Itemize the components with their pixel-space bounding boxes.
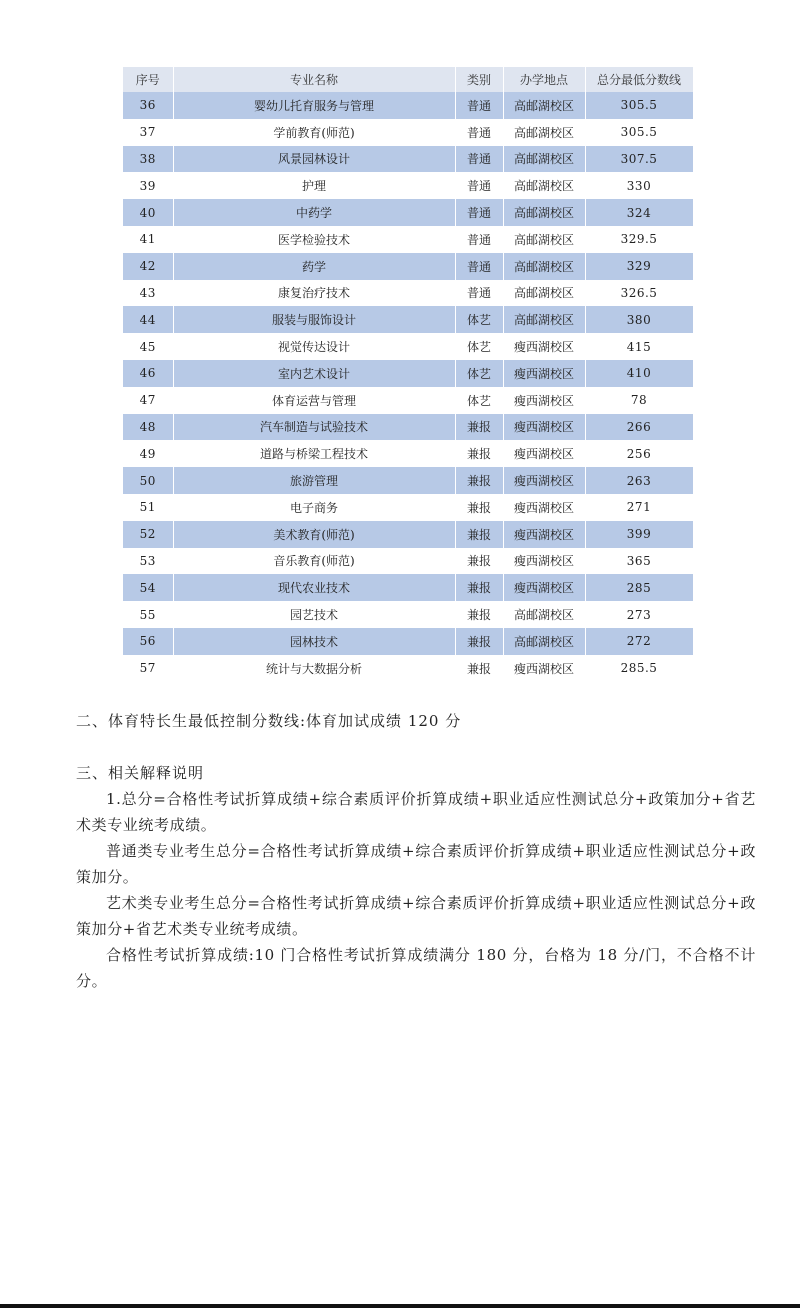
table-row <box>123 146 693 173</box>
table-row <box>123 655 693 682</box>
table-row <box>123 92 693 119</box>
table-row <box>123 467 693 494</box>
row-major-name: 道路与桥梁工程技术 <box>173 440 455 467</box>
table-header-row <box>123 67 693 92</box>
row-campus: 瘦西湖校区 <box>503 414 585 441</box>
row-min-score: 256 <box>585 440 693 467</box>
row-index: 42 <box>123 253 173 280</box>
table-row <box>123 414 693 441</box>
row-category: 兼报 <box>455 467 503 494</box>
row-index: 45 <box>123 333 173 360</box>
row-category: 普通 <box>455 172 503 199</box>
row-category: 兼报 <box>455 521 503 548</box>
row-major-name: 园林技术 <box>173 628 455 655</box>
table-row <box>123 306 693 333</box>
row-campus: 瘦西湖校区 <box>503 574 585 601</box>
table-row <box>123 253 693 280</box>
row-min-score: 273 <box>585 601 693 628</box>
row-index: 57 <box>123 655 173 682</box>
table-row <box>123 574 693 601</box>
table-header <box>123 67 693 92</box>
table-row <box>123 628 693 655</box>
row-major-name: 视觉传达设计 <box>173 333 455 360</box>
row-major-name: 电子商务 <box>173 494 455 521</box>
header-campus: 办学地点 <box>503 67 585 92</box>
row-campus: 高邮湖校区 <box>503 199 585 226</box>
row-major-name: 服装与服饰设计 <box>173 306 455 333</box>
explanation-paragraph-qualification: 合格性考试折算成绩:10 门合格性考试折算成绩满分 180 分，台格为 18 分/门，不合格不计分。 <box>76 946 756 990</box>
row-campus: 高邮湖校区 <box>503 280 585 307</box>
row-major-name: 体育运营与管理 <box>173 387 455 414</box>
row-major-name: 美术教育(师范) <box>173 521 455 548</box>
table-row <box>123 199 693 226</box>
row-category: 普通 <box>455 253 503 280</box>
header-index: 序号 <box>123 67 173 92</box>
row-min-score: 410 <box>585 360 693 387</box>
row-category: 兼报 <box>455 628 503 655</box>
table-row <box>123 548 693 575</box>
row-index: 54 <box>123 574 173 601</box>
row-campus: 高邮湖校区 <box>503 306 585 333</box>
row-index: 55 <box>123 601 173 628</box>
section-explanations <box>76 760 756 994</box>
row-campus: 高邮湖校区 <box>503 253 585 280</box>
row-index: 39 <box>123 172 173 199</box>
row-category: 普通 <box>455 92 503 119</box>
row-major-name: 药学 <box>173 253 455 280</box>
table-row <box>123 440 693 467</box>
row-min-score: 285 <box>585 574 693 601</box>
row-index: 51 <box>123 494 173 521</box>
row-min-score: 329 <box>585 253 693 280</box>
row-major-name: 音乐教育(师范) <box>173 548 455 575</box>
row-campus: 高邮湖校区 <box>503 172 585 199</box>
row-index: 44 <box>123 306 173 333</box>
row-campus: 瘦西湖校区 <box>503 387 585 414</box>
row-min-score: 307.5 <box>585 146 693 173</box>
row-index: 41 <box>123 226 173 253</box>
row-index: 49 <box>123 440 173 467</box>
row-campus: 瘦西湖校区 <box>503 333 585 360</box>
sports-specialty-line: 二、体育特长生最低控制分数线:体育加试成绩 120 分 <box>76 712 462 730</box>
row-major-name: 统计与大数据分析 <box>173 655 455 682</box>
row-campus: 瘦西湖校区 <box>503 360 585 387</box>
bottom-border <box>0 1304 800 1308</box>
explanation-paragraph-art: 艺术类专业考生总分=合格性考试折算成绩+综合素质评价折算成绩+职业适应性测试总分+政策加分+省艺术类专业统考成绩。 <box>76 894 756 938</box>
row-min-score: 330 <box>585 172 693 199</box>
row-category: 兼报 <box>455 574 503 601</box>
row-min-score: 399 <box>585 521 693 548</box>
row-category: 体艺 <box>455 387 503 414</box>
row-min-score: 272 <box>585 628 693 655</box>
row-major-name: 婴幼儿托育服务与管理 <box>173 92 455 119</box>
explanation-paragraph-total: 1.总分=合格性考试折算成绩+综合素质评价折算成绩+职业适应性测试总分+政策加分+省艺术类专业统考成绩。 <box>76 790 756 834</box>
row-min-score: 365 <box>585 548 693 575</box>
row-category: 兼报 <box>455 414 503 441</box>
row-category: 兼报 <box>455 601 503 628</box>
row-category: 体艺 <box>455 306 503 333</box>
row-major-name: 风景园林设计 <box>173 146 455 173</box>
row-index: 43 <box>123 280 173 307</box>
row-min-score: 266 <box>585 414 693 441</box>
row-index: 46 <box>123 360 173 387</box>
table-row <box>123 601 693 628</box>
row-major-name: 康复治疗技术 <box>173 280 455 307</box>
header-major-name: 专业名称 <box>173 67 455 92</box>
row-index: 50 <box>123 467 173 494</box>
table-row <box>123 333 693 360</box>
row-index: 36 <box>123 92 173 119</box>
row-category: 兼报 <box>455 655 503 682</box>
row-major-name: 园艺技术 <box>173 601 455 628</box>
row-major-name: 室内艺术设计 <box>173 360 455 387</box>
row-index: 40 <box>123 199 173 226</box>
row-category: 兼报 <box>455 440 503 467</box>
row-category: 普通 <box>455 146 503 173</box>
row-campus: 瘦西湖校区 <box>503 521 585 548</box>
section-sports-specialty <box>76 708 756 734</box>
row-major-name: 学前教育(师范) <box>173 119 455 146</box>
row-category: 体艺 <box>455 360 503 387</box>
row-index: 53 <box>123 548 173 575</box>
row-major-name: 护理 <box>173 172 455 199</box>
table-row <box>123 119 693 146</box>
row-index: 48 <box>123 414 173 441</box>
row-campus: 高邮湖校区 <box>503 146 585 173</box>
row-campus: 高邮湖校区 <box>503 601 585 628</box>
table-row <box>123 521 693 548</box>
row-major-name: 现代农业技术 <box>173 574 455 601</box>
row-campus: 高邮湖校区 <box>503 226 585 253</box>
row-min-score: 380 <box>585 306 693 333</box>
table-row <box>123 494 693 521</box>
row-min-score: 78 <box>585 387 693 414</box>
row-major-name: 医学检验技术 <box>173 226 455 253</box>
row-campus: 高邮湖校区 <box>503 628 585 655</box>
row-category: 普通 <box>455 226 503 253</box>
table-row <box>123 387 693 414</box>
row-index: 56 <box>123 628 173 655</box>
table-body <box>123 92 693 682</box>
row-major-name: 旅游管理 <box>173 467 455 494</box>
row-category: 普通 <box>455 199 503 226</box>
row-major-name: 中药学 <box>173 199 455 226</box>
row-min-score: 326.5 <box>585 280 693 307</box>
header-min-score: 总分最低分数线 <box>585 67 693 92</box>
row-index: 47 <box>123 387 173 414</box>
explanation-paragraph-general: 普通类专业考生总分=合格性考试折算成绩+综合素质评价折算成绩+职业适应性测试总分+政策加分。 <box>76 842 756 886</box>
row-category: 体艺 <box>455 333 503 360</box>
row-major-name: 汽车制造与试验技术 <box>173 414 455 441</box>
row-category: 普通 <box>455 280 503 307</box>
row-min-score: 324 <box>585 199 693 226</box>
row-min-score: 263 <box>585 467 693 494</box>
explanations-heading: 三、相关解释说明 <box>76 764 205 782</box>
row-min-score: 415 <box>585 333 693 360</box>
row-campus: 瘦西湖校区 <box>503 655 585 682</box>
row-campus: 瘦西湖校区 <box>503 548 585 575</box>
row-campus: 高邮湖校区 <box>503 92 585 119</box>
row-min-score: 329.5 <box>585 226 693 253</box>
row-campus: 高邮湖校区 <box>503 119 585 146</box>
row-index: 37 <box>123 119 173 146</box>
row-min-score: 305.5 <box>585 119 693 146</box>
row-min-score: 305.5 <box>585 92 693 119</box>
row-min-score: 285.5 <box>585 655 693 682</box>
table-row <box>123 172 693 199</box>
row-index: 52 <box>123 521 173 548</box>
table-row <box>123 226 693 253</box>
row-category: 兼报 <box>455 494 503 521</box>
row-index: 38 <box>123 146 173 173</box>
score-table <box>123 67 694 682</box>
header-category: 类别 <box>455 67 503 92</box>
row-category: 兼报 <box>455 548 503 575</box>
row-category: 普通 <box>455 119 503 146</box>
row-campus: 瘦西湖校区 <box>503 440 585 467</box>
row-campus: 瘦西湖校区 <box>503 467 585 494</box>
table-row <box>123 360 693 387</box>
score-table-container <box>123 67 693 682</box>
row-campus: 瘦西湖校区 <box>503 494 585 521</box>
row-min-score: 271 <box>585 494 693 521</box>
table-row <box>123 280 693 307</box>
